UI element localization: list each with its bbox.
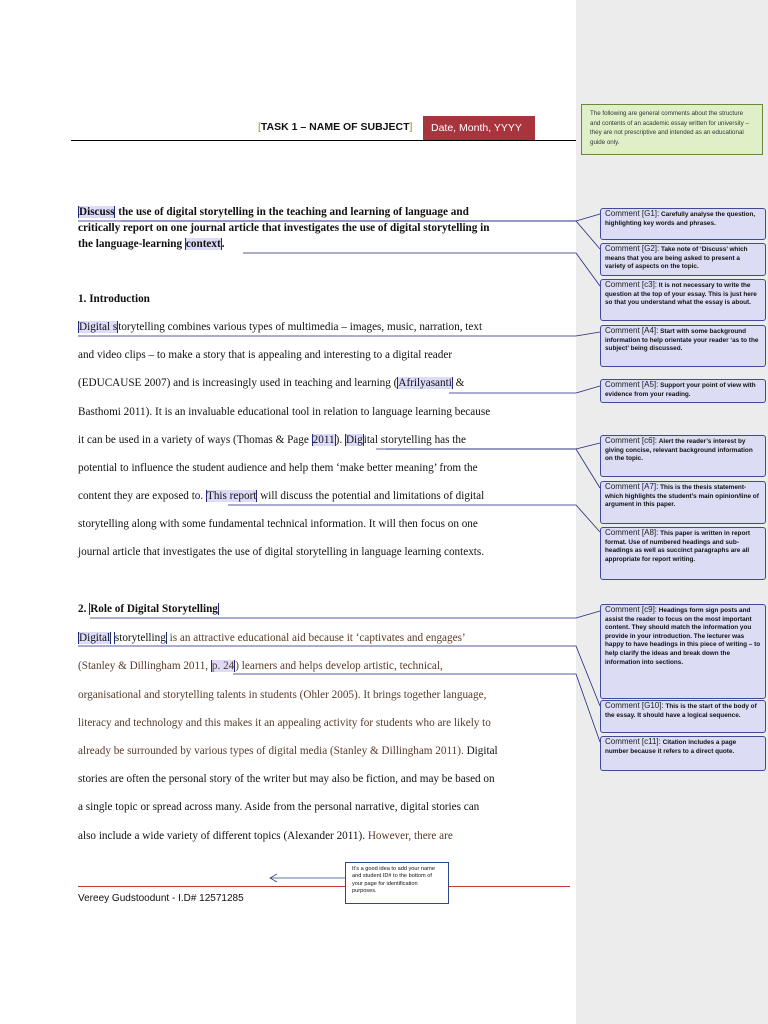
intro-line-1: Digital storytelling combines various types of multimedia – images, music, narration, text — [79, 321, 483, 333]
section2-line-6: stories are often the personal story of the writer but may also be fiction, and may be based on — [78, 773, 495, 785]
highlight-storytelling[interactable]: storytelling — [114, 632, 166, 644]
intro-line-8: storytelling along with some fundamental technical information. It will then focus on one — [78, 518, 478, 530]
highlight-afrilyasanti[interactable]: Afrilyasanti — [398, 377, 452, 389]
section2-line-7: a single topic or spread across many. Aside from the personal narrative, digital stories can — [78, 801, 480, 813]
intro-line-3: (EDUCAUSE 2007) and is increasingly used in teaching and learning (Afrilyasanti & — [78, 377, 465, 389]
highlight-p24[interactable]: p. 24 — [211, 660, 235, 672]
intro-line-6: potential to influence the student audience and help them ‘make better meaning’ from the — [78, 462, 478, 474]
footer-student-name: Vereey Gudstoodunt - I.D# 12571285 — [78, 893, 244, 904]
comment-c6[interactable]: Comment [c6]: Alert the reader’s interest by giving concise, relevant background information on the topic. — [600, 435, 766, 477]
comment-g1[interactable]: Comment [G1]: Carefully analyse the question, highlighting key words and phrases. — [600, 208, 766, 240]
section2-line-3: organisational and storytelling talents in students (Ohler 2005). It brings together language, — [78, 689, 487, 701]
question-line-2: critically report on one journal article that investigates the use of digital storytelling in — [78, 222, 490, 234]
comment-c9[interactable]: Comment [c9]: Headings form sign posts and assist the reader to focus on the most important content. They should match the information you provide in your introduction. The lecturer was happy to have headings in this piece of writing – to help clarify the ideas and break down the information into sections. — [600, 604, 766, 699]
intro-line-5: it can be used in a variety of ways (Thomas & Page 2011). Digital storytelling has the — [78, 434, 466, 446]
comment-c3[interactable]: Comment [c3]: It is not necessary to write the question at the top of your essay. This is just here so that you understand what the essay is about. — [600, 279, 766, 321]
general-note-box: The following are general comments about the structure and contents of an academic essay written for university – they are not prescriptive and intended as an educational guide only. — [581, 104, 763, 155]
comment-a5[interactable]: Comment [A5]: Support your point of view with evidence from your reading. — [600, 379, 766, 403]
comment-c11[interactable]: Comment [c11]: Citation includes a page number because it refers to a direct quote. — [600, 736, 766, 771]
footer-tip-box: It’s a good idea to add your name and student ID# to the bottom of your page for identification purposes. — [345, 862, 449, 904]
document-header-title: [TASK 1 – NAME OF SUBJECT] — [258, 121, 413, 133]
intro-line-7: content they are exposed to. This report will discuss the potential and limitations of digital — [78, 490, 485, 502]
highlight-this-report[interactable]: This report — [207, 490, 257, 502]
highlight-digital-s[interactable]: Digital s — [79, 321, 118, 333]
section2-line-5: already be surrounded by various types of digital media (Stanley & Dillingham 2011). Digital — [78, 745, 498, 757]
section2-line-4: literacy and technology and this makes it an appealing activity for students who are likely to — [78, 717, 491, 729]
highlight-2011[interactable]: 2011 — [312, 434, 335, 446]
arrow-left-icon — [265, 872, 349, 884]
intro-line-4: Basthomi 2011). It is an invaluable educational tool in relation to language learning because — [78, 406, 491, 418]
document-header-date: Date, Month, YYYY — [423, 116, 535, 140]
comment-g10[interactable]: Comment [G10]: This is the start of the body of the essay. It should have a logical sequence. — [600, 700, 766, 733]
highlight-discuss[interactable]: Discuss — [79, 206, 115, 218]
highlight-context[interactable]: context — [185, 238, 221, 250]
intro-line-9: journal article that investigates the use of digital storytelling in language learning contexts. — [78, 546, 485, 558]
section2-heading: 2. Role of Digital Storytelling — [78, 603, 218, 615]
comment-g2[interactable]: Comment [G2]: Take note of ‘Discuss’ which means that you are being asked to present a variety of aspects on the topic. — [600, 243, 766, 276]
comment-a7[interactable]: Comment [A7]: This is the thesis statement-which highlights the student’s main opinion/line of argument in this paper. — [600, 481, 766, 524]
section2-line-1: Digital storytelling is an attractive educational aid because it ‘captivates and engages’ — [79, 632, 466, 644]
section2-line-8: also include a wide variety of different topics (Alexander 2011). However, there are — [78, 830, 453, 842]
question-line-1: Discuss the use of digital storytelling in the teaching and learning of language and — [79, 206, 469, 218]
header-rule — [71, 140, 576, 141]
question-line-3: the language-learning context. — [78, 238, 225, 250]
highlight-dig[interactable]: Dig — [345, 434, 363, 446]
intro-heading: 1. Introduction — [78, 293, 150, 305]
comment-a4[interactable]: Comment [A4]: Start with some background information to help orientate your reader ‘as to the subject’ being discussed. — [600, 325, 766, 367]
intro-line-2: and video clips – to make a story that is appealing and interesting to a digital reader — [78, 349, 453, 361]
comment-a8[interactable]: Comment [A8]: This paper is written in report format. Use of numbered headings and sub-headings as well as succinct paragraphs are all appropriate for report writing. — [600, 527, 766, 580]
highlight-section2-heading[interactable]: Role of Digital Storytelling — [90, 603, 218, 615]
footer-rule — [78, 886, 570, 887]
section2-line-2: (Stanley & Dillingham 2011, p. 24) learners and helps develop artistic, technical, — [78, 660, 443, 672]
highlight-digital[interactable]: Digital — [79, 632, 111, 644]
